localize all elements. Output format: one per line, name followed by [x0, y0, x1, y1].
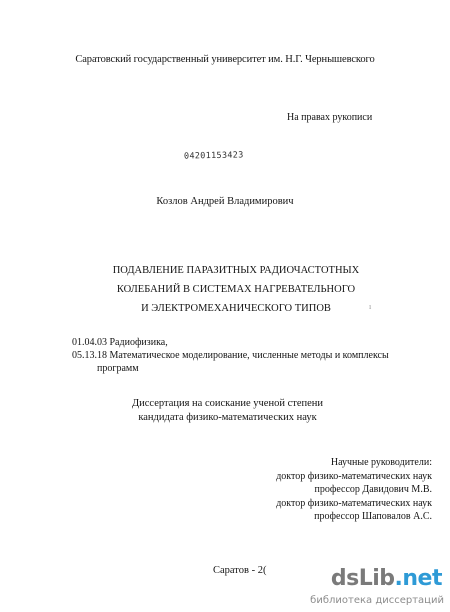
supervisor-name: профессор Шаповалов А.С. — [314, 511, 432, 522]
watermark-subtitle: библиотека диссертаций — [310, 595, 444, 606]
university-name: Саратовский государственный университет им. Н.Г. Чернышевского — [75, 54, 375, 65]
dslib-logo — [331, 566, 442, 592]
title-line: И ЭЛЕКТРОМЕХАНИЧЕСКОГО ТИПОВ — [141, 303, 331, 314]
supervisor-degree: доктор физико-математических наук — [276, 470, 432, 482]
degree-line: кандидата физико-математических наук — [138, 412, 317, 423]
inventory-stamp-number: 04201153423 — [183, 150, 244, 162]
manuscript-rights-note: На правах рукописи — [287, 112, 373, 123]
city-year: Саратов - 2( — [213, 565, 267, 576]
dissertation-title — [90, 261, 382, 318]
scientific-supervisors — [276, 456, 432, 524]
supervisor-name: профессор Давидович М.В. — [314, 484, 432, 495]
supervisors-heading: Научные руководители: — [330, 457, 432, 468]
author-name: Козлов Андрей Владимирович — [156, 196, 294, 207]
title-line: ПОДАВЛЕНИЕ ПАРАЗИТНЫХ РАДИОЧАСТОТНЫХ — [112, 265, 360, 276]
title-line: КОЛЕБАНИЙ В СИСТЕМАХ НАГРЕВАТЕЛЬНОГО — [116, 284, 356, 295]
scan-mark: ı — [369, 302, 372, 311]
specialty-line: программ — [97, 363, 139, 374]
specialty-codes — [72, 336, 389, 375]
dslib-watermark — [312, 566, 450, 612]
degree-line: Диссертация на соискание ученой степени — [131, 398, 324, 409]
specialty-line: 05.13.18 Математическое моделирование, численные методы и комплексы — [72, 350, 389, 361]
specialty-line: 01.04.03 Радиофизика, — [72, 337, 168, 348]
degree-statement — [90, 397, 365, 425]
supervisor-degree: доктор физико-математических наук — [276, 497, 432, 509]
logo-part-net: .net — [394, 566, 442, 591]
logo-part-dslib: dsLib — [330, 566, 395, 591]
